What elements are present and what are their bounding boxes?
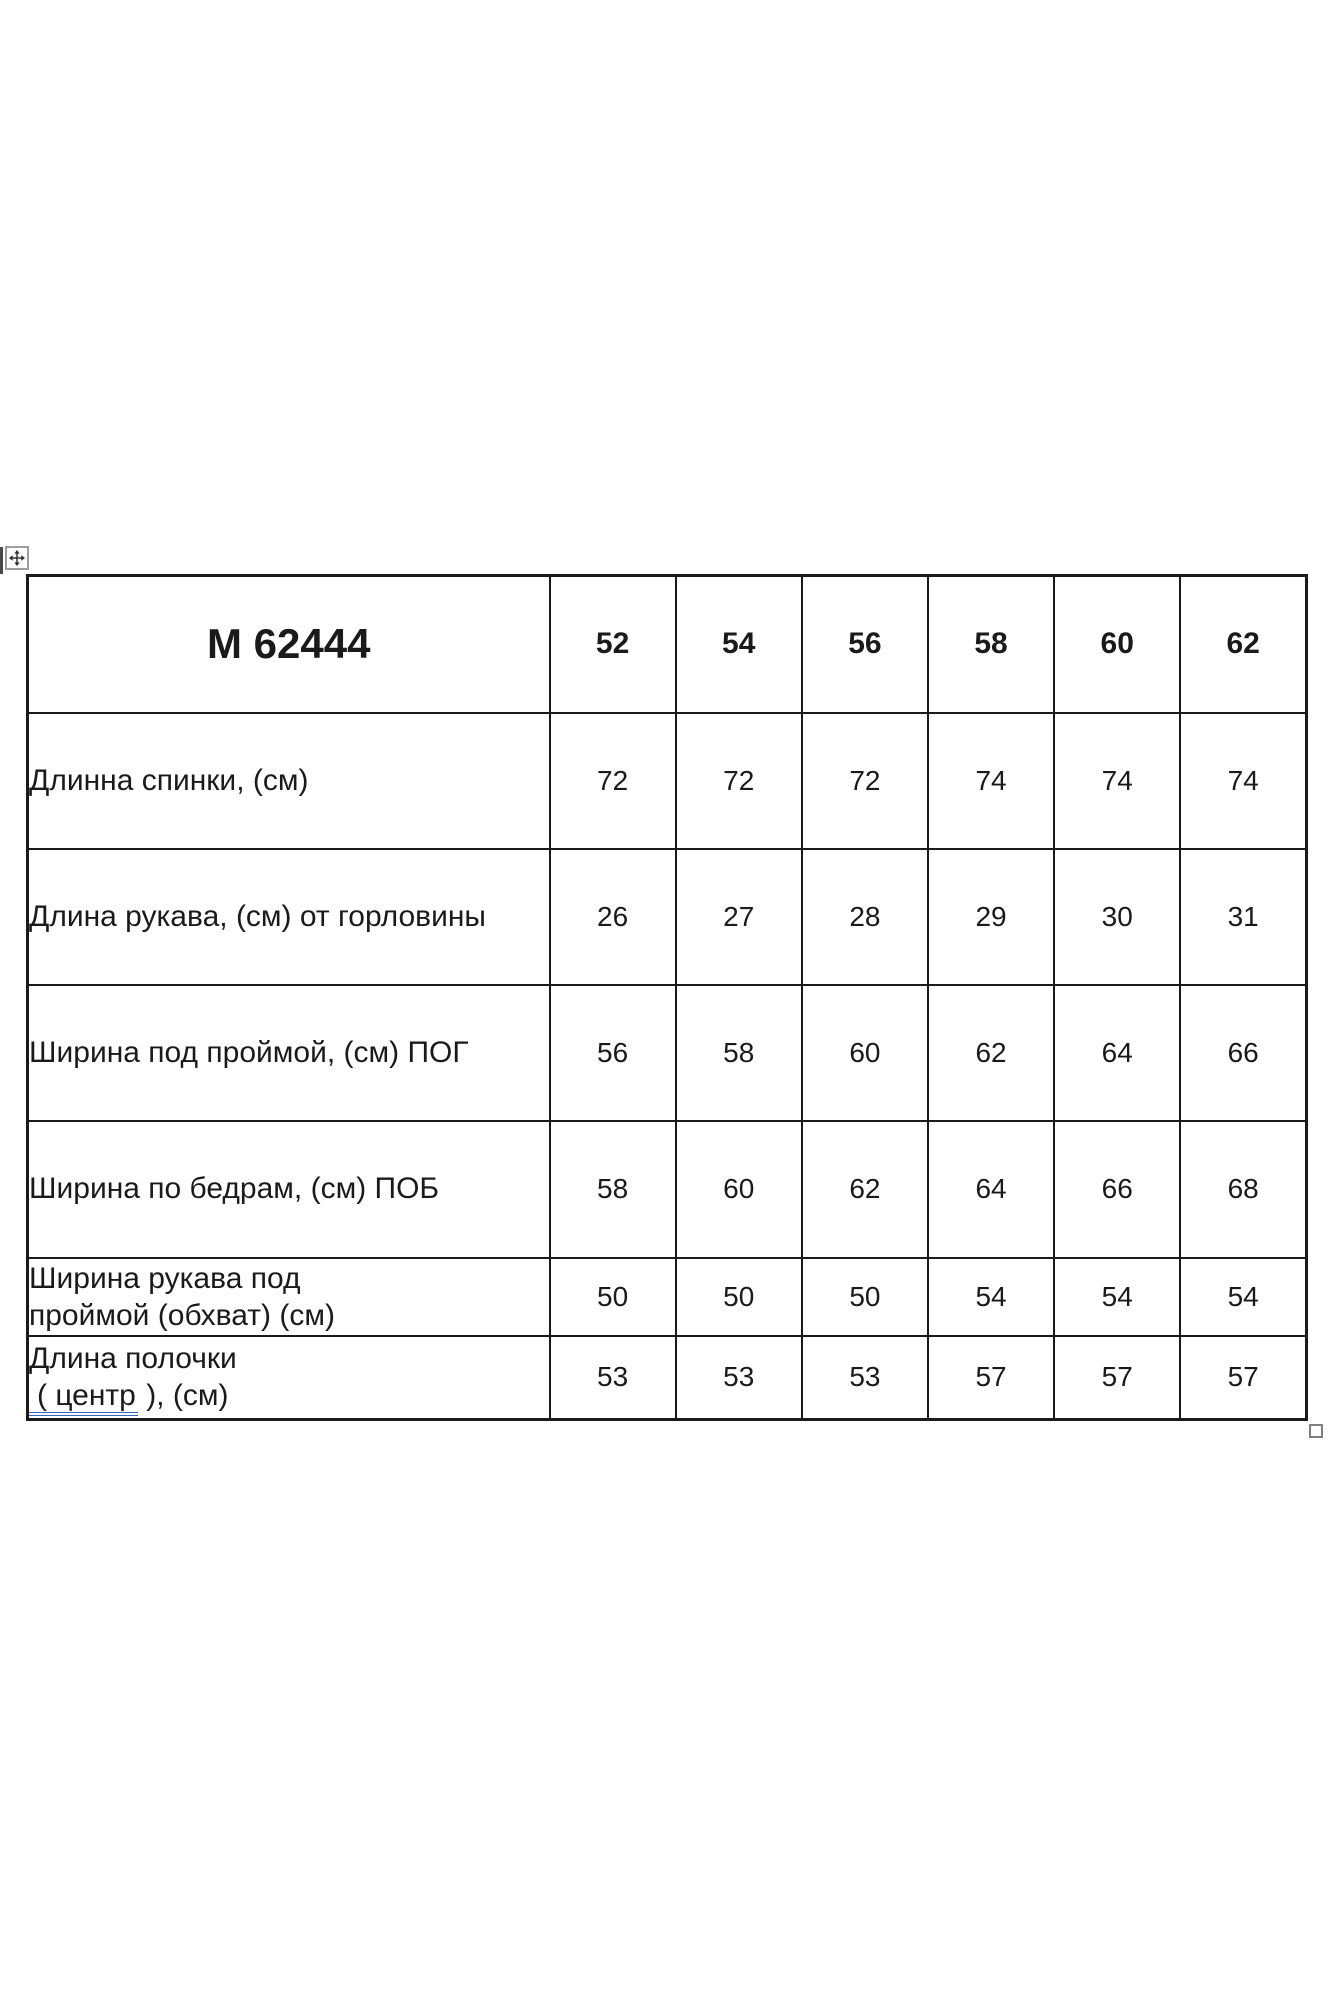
value-cell[interactable]: 62 [802,1121,928,1258]
value-cell[interactable]: 74 [1054,713,1180,849]
value-cell[interactable]: 68 [1180,1121,1306,1258]
value-cell[interactable]: 54 [928,1258,1054,1336]
value-cell[interactable]: 64 [928,1121,1054,1258]
value-cell[interactable]: 60 [676,1121,802,1258]
screen-edge-artifact [0,547,3,574]
row-label-width-hips[interactable]: Ширина по бедрам, (см) ПОБ [28,1121,550,1258]
label-line: проймой (обхват) (см) [29,1298,335,1332]
table-row [28,849,1307,985]
label-line: Длина полочки [29,1342,237,1376]
value-cell[interactable]: 29 [928,849,1054,985]
value-cell[interactable]: 31 [1180,849,1306,985]
table-row [28,1121,1307,1258]
value-cell[interactable]: 53 [550,1336,676,1420]
value-cell[interactable]: 53 [676,1336,802,1420]
row-label-back-length[interactable]: Длинна спинки, (см) [28,713,550,849]
row-label-width-armhole[interactable]: Ширина под проймой, (см) ПОГ [28,985,550,1121]
value-cell[interactable]: 62 [928,985,1054,1121]
value-cell[interactable]: 56 [550,985,676,1121]
table-row [28,985,1307,1121]
row-label-front-length[interactable] [28,1336,550,1420]
size-column-header[interactable]: 62 [1180,576,1306,713]
value-cell[interactable]: 28 [802,849,928,985]
table-row [28,713,1307,849]
value-cell[interactable]: 74 [928,713,1054,849]
row-label-sleeve-width[interactable] [28,1258,550,1336]
move-icon [9,550,25,566]
table-header-row [28,576,1307,713]
size-column-header[interactable]: 52 [550,576,676,713]
value-cell[interactable]: 66 [1054,1121,1180,1258]
value-cell[interactable]: 53 [802,1336,928,1420]
value-cell[interactable]: 57 [1054,1336,1180,1420]
value-cell[interactable]: 30 [1054,849,1180,985]
model-title-cell[interactable]: М 62444 [28,576,550,713]
value-cell[interactable]: 54 [1180,1258,1306,1336]
label-line [29,1377,549,1414]
value-cell[interactable]: 72 [676,713,802,849]
value-cell[interactable]: 74 [1180,713,1306,849]
value-cell[interactable]: 72 [802,713,928,849]
value-cell[interactable]: 50 [550,1258,676,1336]
table-move-handle[interactable] [5,546,29,570]
value-cell[interactable]: 60 [802,985,928,1121]
size-chart-table [26,574,1308,1421]
size-column-header[interactable]: 54 [676,576,802,713]
value-cell[interactable]: 57 [928,1336,1054,1420]
table-row [28,1258,1307,1336]
value-cell[interactable]: 50 [802,1258,928,1336]
value-cell[interactable]: 57 [1180,1336,1306,1420]
size-column-header[interactable]: 60 [1054,576,1180,713]
value-cell[interactable]: 66 [1180,985,1306,1121]
value-cell[interactable]: 27 [676,849,802,985]
value-cell[interactable]: 58 [676,985,802,1121]
table-resize-handle[interactable] [1309,1424,1323,1438]
row-label-sleeve-length[interactable]: Длина рукава, (см) от горловины [28,849,550,985]
value-cell[interactable]: 54 [1054,1258,1180,1336]
label-line: Ширина рукава под [29,1261,301,1295]
label-line-rest: ), (см) [137,1379,229,1413]
value-cell[interactable]: 58 [550,1121,676,1258]
grammar-check-underline: ( центр [29,1379,138,1416]
value-cell[interactable]: 50 [676,1258,802,1336]
value-cell[interactable]: 26 [550,849,676,985]
value-cell[interactable]: 64 [1054,985,1180,1121]
size-column-header[interactable]: 58 [928,576,1054,713]
table-row [28,1336,1307,1420]
size-column-header[interactable]: 56 [802,576,928,713]
value-cell[interactable]: 72 [550,713,676,849]
